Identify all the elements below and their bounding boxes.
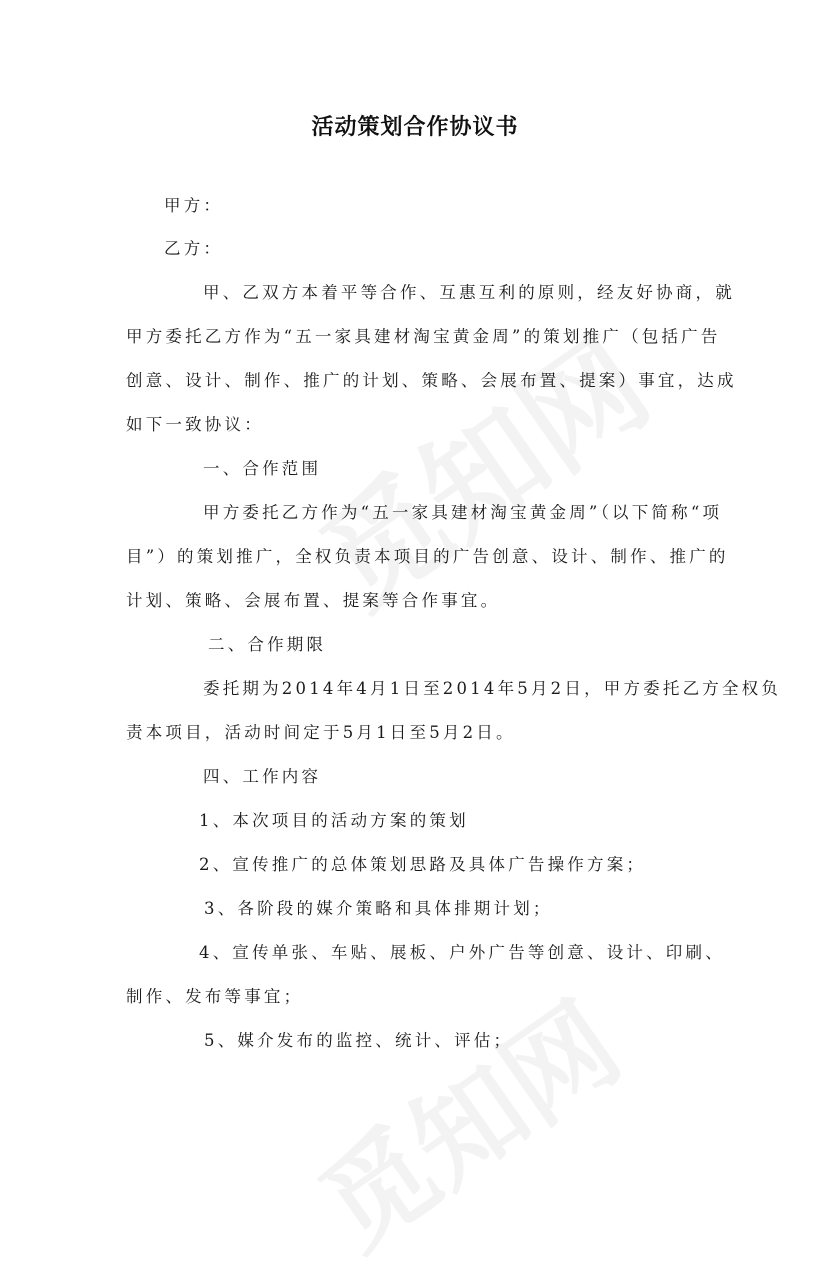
section-line: 计划、策略、会展布置、提案等合作事宜。 (126, 591, 501, 610)
list-item: 5、媒介发布的监控、统计、评估； (204, 1031, 514, 1050)
intro-line: 如下一致协议： (126, 415, 264, 434)
list-item-continuation: 制作、发布等事宜； (126, 987, 304, 1006)
document-title: 活动策划合作协议书 (311, 115, 519, 140)
section-line: 目”）的策划推广，全权负责本项目的广告创意、设计、制作、推广的 (126, 547, 729, 566)
intro-line: 创意、设计、制作、推广的计划、策略、会展布置、提案）事宜，达成 (126, 371, 737, 390)
section-line: 委托期为2014年4月1日至2014年5月2日，甲方委托乙方全权负 (203, 679, 782, 698)
list-item: 2、宣传推广的总体策划思路及具体广告操作方案； (199, 855, 647, 874)
section-heading: 一、合作范围 (203, 459, 322, 478)
intro-line: 甲、乙双方本着平等合作、互惠互利的原则，经友好协商，就 (203, 283, 735, 302)
party-a-label: 甲方： (164, 196, 224, 215)
list-item: 4、宣传单张、车贴、展板、户外广告等创意、设计、印刷、 (199, 943, 725, 962)
party-b-label: 乙方： (164, 239, 224, 258)
list-item: 3、各阶段的媒介策略和具体排期计划； (204, 899, 553, 918)
section-heading: 四、工作内容 (203, 767, 322, 786)
section-heading: 二、合作期限 (208, 635, 327, 654)
list-item: 1、本次项目的活动方案的策划 (199, 811, 469, 830)
section-line: 责本项目，活动时间定于5月1日至5月2日。 (126, 723, 516, 742)
intro-line: 甲方委托乙方作为“五一家具建材淘宝黄金周”的策划推广（包括广告 (126, 327, 721, 346)
watermark (285, 960, 646, 1278)
section-line: 甲方委托乙方作为“五一家具建材淘宝黄金周”（以下简称“项 (203, 503, 723, 522)
